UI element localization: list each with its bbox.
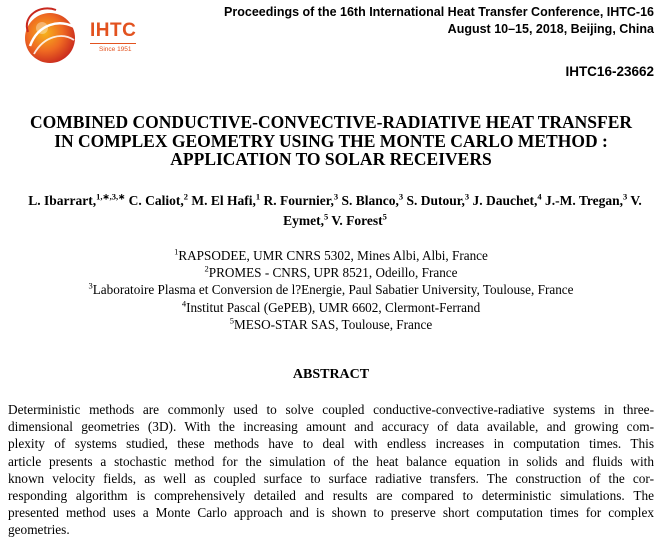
abstract-line: plexity of systems studied, these methods have to deal with endless increases in computation times. This bbox=[8, 436, 654, 452]
affiliation: $^4$Institut Pascal (GePEB), UMR 6602, Clermont-Ferrand bbox=[181, 298, 481, 315]
title-line: IN COMPLEX GEOMETRY USING THE MONTE CARLO METHOD : bbox=[54, 130, 608, 151]
abstract-heading: ABSTRACT bbox=[292, 367, 370, 382]
author: M. El Hafi,$^1$ bbox=[191, 191, 261, 208]
logo-since: Since 1951 bbox=[99, 46, 132, 53]
abstract-line: responding algorithm is comprehensively detailed and results are compared to deterministic simulations. The bbox=[8, 488, 654, 504]
author: R. Fournier,$^3$ bbox=[263, 191, 339, 208]
affiliation: $^5$MESO-STAR SAS, Toulouse, France bbox=[229, 315, 433, 332]
abstract-line: known velocity fields, as well as coupled surface to surface radiative transfers. The construction of the cor- bbox=[8, 470, 654, 486]
author: L. Ibarrart,$^{1,∗,3,∗}$ bbox=[28, 191, 126, 208]
author: V. Eymet,$^5$ bbox=[283, 193, 642, 228]
abstract-line: dimensional geometries (3D). With the increasing amount and accuracy of data available, and growing com- bbox=[8, 419, 654, 435]
affiliation-list bbox=[0, 247, 662, 333]
affiliation: $^1$RAPSODEE, UMR CNRS 5302, Mines Albi, Albi, France bbox=[174, 246, 488, 263]
logo-wordmark: IHTC bbox=[90, 20, 137, 41]
affiliation: $^3$Laboratoire Plasma et Conversion de l?Energie, Paul Sabatier University, Toulouse, France bbox=[88, 281, 574, 298]
proceedings-line-1: Proceedings of the 16th International Heat Transfer Conference, IHTC-16 bbox=[224, 5, 654, 19]
ihtc-globe-icon bbox=[20, 6, 84, 68]
author: J. Dauchet,$^4$ bbox=[472, 191, 542, 208]
proceedings-header bbox=[224, 4, 654, 38]
affiliation: $^2$PROMES - CNRS, UPR 8521, Odeillo, France bbox=[204, 263, 458, 281]
abstract-line: presented method uses a Monte Carlo approach and is shown to preserve short computation times for complex bbox=[8, 505, 654, 521]
abstract-body bbox=[8, 401, 654, 539]
abstract-line: Deterministic methods are commonly used to solve coupled conductive-convective-radiative systems in three- bbox=[8, 402, 654, 417]
logo-divider bbox=[90, 43, 136, 44]
title-line: COMBINED CONDUCTIVE-CONVECTIVE-RADIATIVE HEAT TRANSFER bbox=[29, 112, 633, 132]
paper-title bbox=[0, 113, 662, 169]
author: S. Dutour,$^3$ bbox=[406, 191, 470, 208]
author-list bbox=[20, 191, 650, 231]
ihtc-logo bbox=[20, 6, 140, 68]
author: V. Forest$^5$ bbox=[331, 211, 387, 228]
paper-id: IHTC16-23662 bbox=[565, 64, 654, 79]
abstract-line: article presents a stochastic method for the simulation of the heat balance equation in solids and fluids with bbox=[8, 453, 654, 469]
abstract-line: geometries. bbox=[8, 522, 70, 538]
author: J.-M. Tregan,$^3$ bbox=[545, 191, 628, 208]
proceedings-line-2: August 10–15, 2018, Beijing, China bbox=[447, 22, 654, 36]
author: S. Blanco,$^3$ bbox=[341, 191, 404, 208]
title-line: APPLICATION TO SOLAR RECEIVERS bbox=[170, 149, 492, 169]
author: C. Caliot,$^2$ bbox=[128, 191, 188, 208]
